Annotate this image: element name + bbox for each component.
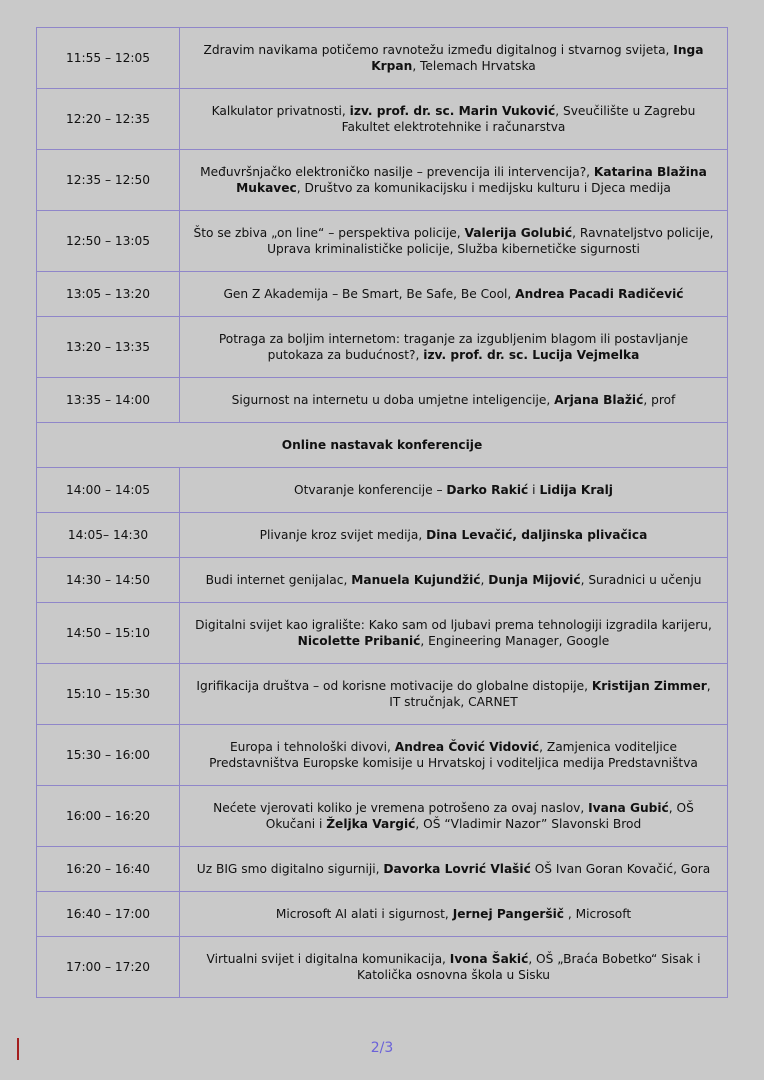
time-slot: 11:55 – 12:05 [37,28,180,89]
schedule-body [37,28,728,998]
schedule-row [37,89,728,150]
talk-text: Microsoft AI alati i sigurnost, [275,907,453,921]
talk-description [180,28,728,89]
talk-description [180,317,728,378]
talk-text: Sigurnost na internetu u doba umjetne inteligencije, [231,393,555,407]
speaker-name: Jernej Pangeršič [452,907,565,921]
talk-text: , Društvo za komunikacijsku i medijsku kulturu i Djeca medija [296,181,671,195]
section-title: Online nastavak konferencije [37,423,728,468]
schedule-row [37,786,728,847]
schedule-row [37,272,728,317]
talk-description [180,786,728,847]
talk-description [180,272,728,317]
talk-text: , Telemach Hrvatska [412,59,536,73]
speaker-name: Katarina Blažina Mukavec [236,165,707,195]
schedule-row [37,211,728,272]
talk-text: , Engineering Manager, Google [420,634,610,648]
speaker-name: izv. prof. dr. sc. Lucija Vejmelka [423,348,640,362]
talk-text: , Zamjenica voditeljice Predstavništva Europske komisije u Hrvatskoj i voditeljica medija Predstavništva [209,740,698,770]
speaker-name: Valerija Golubić [464,226,573,240]
page-number: 2/3 [370,1040,394,1056]
talk-text: Otvaranje konferencije – [294,483,447,497]
talk-description [180,725,728,786]
time-slot: 14:30 – 14:50 [37,558,180,603]
talk-text: Zdravim navikama potičemo ravnotežu između digitalnog i stvarnog svijeta, [203,43,674,57]
schedule-row [37,468,728,513]
talk-text: Igrifikacija društva – od korisne motivacije do globalne distopije, [196,679,592,693]
schedule-row [37,513,728,558]
time-slot: 16:20 – 16:40 [37,847,180,892]
time-slot: 13:05 – 13:20 [37,272,180,317]
time-slot: 15:30 – 16:00 [37,725,180,786]
speaker-name: Dunja Mijović [488,573,581,587]
speaker-name: Davorka Lovrić Vlašić [383,862,531,876]
schedule-row [37,937,728,998]
talk-text: Međuvršnjačko elektroničko nasilje – prevencija ili intervencija?, [200,165,594,179]
schedule-row [37,603,728,664]
schedule-row [37,558,728,603]
speaker-name: Lidija Kralj [539,483,613,497]
talk-text: , Suradnici u učenju [580,573,702,587]
talk-text: Europa i tehnološki divovi, [229,740,395,754]
schedule-row [37,150,728,211]
time-slot: 15:10 – 15:30 [37,664,180,725]
schedule-row [37,317,728,378]
speaker-name: Kristijan Zimmer [591,679,707,693]
talk-text: , Microsoft [564,907,632,921]
time-slot: 16:40 – 17:00 [37,892,180,937]
talk-text: Plivanje kroz svijet medija, [259,528,427,542]
talk-description [180,847,728,892]
talk-text: Gen Z Akademija – Be Smart, Be Safe, Be Cool, [223,287,516,301]
schedule-row [37,892,728,937]
speaker-name: Inga Krpan [371,43,704,73]
talk-text: Virtualni svijet i digitalna komunikacija, [206,952,450,966]
speaker-name: Andrea Pacadi Radičević [515,287,684,301]
schedule-row [37,847,728,892]
time-slot: 14:05– 14:30 [37,513,180,558]
talk-text: Nećete vjerovati koliko je vremena potrošeno za ovaj naslov, [213,801,589,815]
talk-description [180,150,728,211]
time-slot: 12:50 – 13:05 [37,211,180,272]
speaker-name: Ivona Šakić [449,952,529,966]
talk-description [180,892,728,937]
talk-description [180,378,728,423]
talk-description [180,513,728,558]
time-slot: 17:00 – 17:20 [37,937,180,998]
talk-text: , OŠ „Braća Bobetko“ Sisak i Katolička osnovna škola u Sisku [356,952,701,982]
schedule-row [37,378,728,423]
talk-description [180,603,728,664]
speaker-name: Darko Rakić [446,483,529,497]
speaker-name: Ivana Gubić [588,801,669,815]
talk-text: , OŠ Okučani i [265,801,694,831]
talk-text: Što se zbiva „on line“ – perspektiva policije, [193,226,465,240]
talk-description [180,664,728,725]
time-slot: 16:00 – 16:20 [37,786,180,847]
talk-description [180,558,728,603]
speaker-name: Arjana Blažić [554,393,644,407]
schedule-row [37,725,728,786]
talk-text: , prof [643,393,676,407]
talk-text: OŠ Ivan Goran Kovačić, Gora [530,862,711,876]
talk-text: , [480,573,489,587]
time-slot: 12:35 – 12:50 [37,150,180,211]
talk-text: Kalkulator privatnosti, [211,104,350,118]
talk-text: , Ravnateljstvo policije, Uprava kriminalističke policije, Služba kibernetičke sigurnosti [267,226,714,256]
time-slot: 14:00 – 14:05 [37,468,180,513]
talk-text: Uz BIG smo digitalno sigurniji, [196,862,384,876]
section-row [37,423,728,468]
talk-text: i [528,483,540,497]
talk-text: Budi internet genijalac, [205,573,352,587]
talk-text: , Sveučilište u Zagrebu Fakultet elektrotehnike i računarstva [341,104,696,134]
schedule-table [36,27,728,998]
speaker-name: Nicolette Pribanić [297,634,421,648]
speaker-name: izv. prof. dr. sc. Marin Vuković [349,104,556,118]
schedule-row [37,664,728,725]
talk-description [180,211,728,272]
talk-description [180,89,728,150]
talk-text: , OŠ “Vladimir Nazor” Slavonski Brod [415,817,642,831]
talk-description [180,468,728,513]
schedule-row [37,28,728,89]
time-slot: 12:20 – 12:35 [37,89,180,150]
speaker-name: Manuela Kujundžić [351,573,481,587]
speaker-name: Željka Vargić [326,817,416,831]
talk-text: , IT stručnjak, CARNET [389,679,711,709]
speaker-name: Dina Levačić, daljinska plivačica [426,528,648,542]
talk-description [180,937,728,998]
time-slot: 13:20 – 13:35 [37,317,180,378]
time-slot: 13:35 – 14:00 [37,378,180,423]
talk-text: Digitalni svijet kao igralište: Kako sam od ljubavi prema tehnologiji izgradila karijeru, [195,618,712,632]
talk-text: Potraga za boljim internetom: traganje za izgubljenim blagom ili postavljanje putokaza za budućnost?, [218,332,689,362]
time-slot: 14:50 – 15:10 [37,603,180,664]
speaker-name: Andrea Čović Vidović [394,740,540,754]
